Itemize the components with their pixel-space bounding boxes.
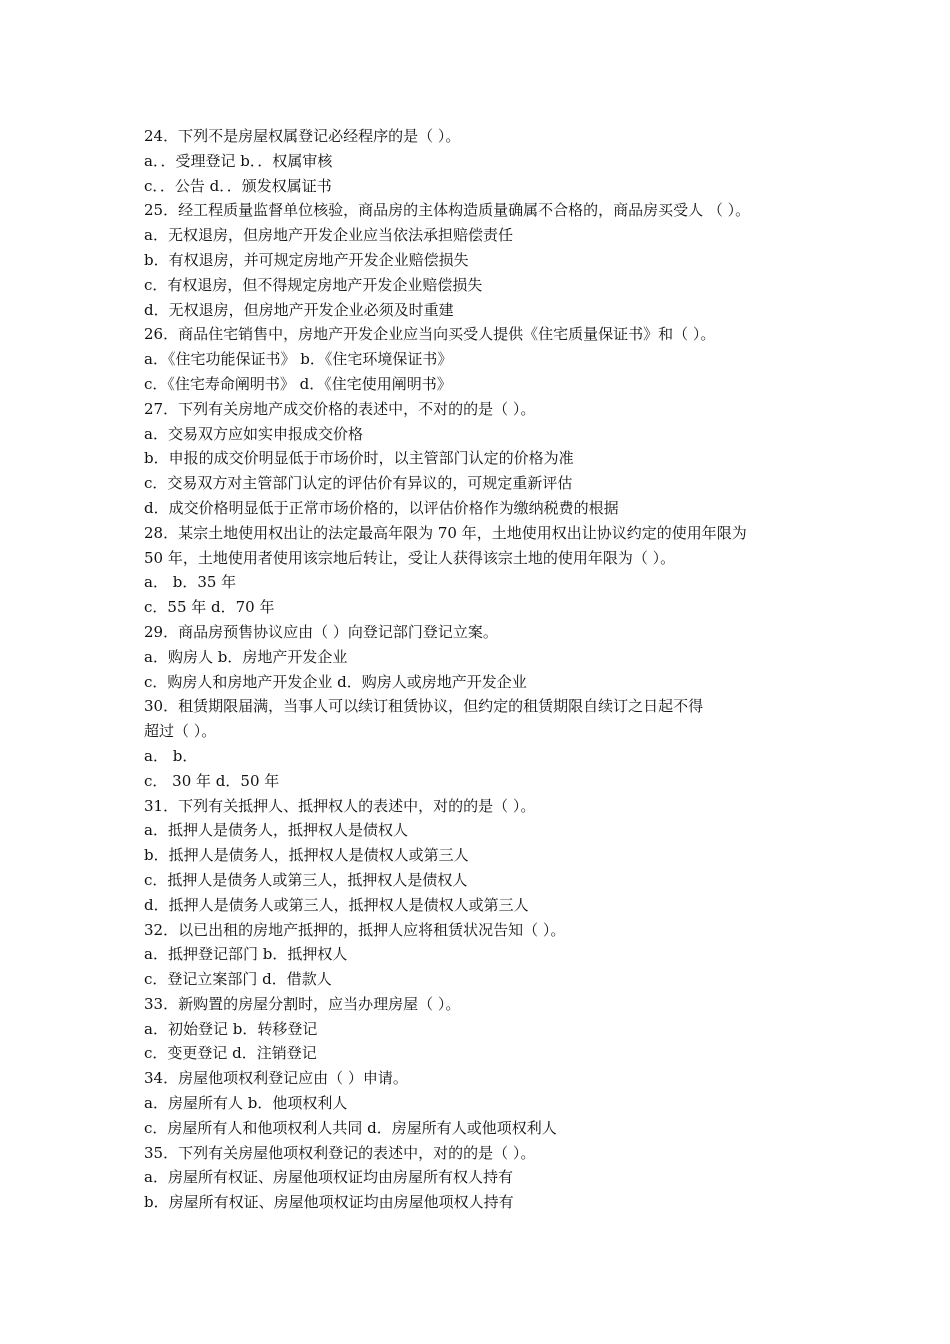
option-line: a． b． xyxy=(144,746,198,765)
option-line: a．交易双方应如实申报成交价格 xyxy=(144,424,363,443)
option-line: a．房屋所有权证、房屋他项权证均由房屋所有权人持有 xyxy=(144,1168,513,1187)
option-line: a． b．35 年 xyxy=(144,573,237,592)
question-25: 25．经工程质量监督单位核验，商品房的主体构造质量确属不合格的，商品房买受人 （ ）。 xyxy=(144,201,751,220)
question-34: 34．房屋他项权利登记应由（ ）申请。 xyxy=(144,1069,408,1088)
option-line: d．无权退房，但房地产开发企业必须及时重建 xyxy=(144,300,454,319)
question-33: 33．新购置的房屋分割时，应当办理房屋（ ）。 xyxy=(144,994,461,1013)
option-line: d．抵押人是债务人或第三人，抵押权人是债权人或第三人 xyxy=(144,895,529,914)
question-30: 30．租赁期限届满，当事人可以续订租赁协议，但约定的租赁期限自续订之日起不得 xyxy=(144,697,704,716)
option-line: b．有权退房，并可规定房地产开发企业赔偿损失 xyxy=(144,250,469,269)
option-line: c．55 年 d．70 年 xyxy=(144,598,275,617)
option-line: a．初始登记 b．转移登记 xyxy=(144,1019,318,1038)
question-31: 31．下列有关抵押人、抵押权人的表述中，对的的是（ ）。 xyxy=(144,796,536,815)
question-28: 28．某宗土地使用权出让的法定最高年限为 70 年，土地使用权出让协议约定的使用年限为 xyxy=(144,523,747,542)
option-line: c．有权退房，但不得规定房地产开发企业赔偿损失 xyxy=(144,275,483,294)
question-26: 26．商品住宅销售中，房地产开发企业应当向买受人提供《住宅质量保证书》和（ ）。 xyxy=(144,325,716,344)
option-line: b．申报的成交价明显低于市场价时，以主管部门认定的价格为准 xyxy=(144,449,574,468)
question-30-continued: 超过（ ）。 xyxy=(144,722,217,741)
question-29: 29．商品房预售协议应由（ ）向登记部门登记立案。 xyxy=(144,622,498,641)
option-line: c．购房人和房地产开发企业 d．购房人或房地产开发企业 xyxy=(144,672,527,691)
option-line: c． 30 年 d．50 年 xyxy=(144,771,280,790)
question-32: 32．以已出租的房地产抵押的，抵押人应将租赁状况告知（ ）。 xyxy=(144,920,566,939)
option-line: c．．公告 d．．颁发权属证书 xyxy=(144,176,332,195)
option-line: a．抵押人是债务人，抵押权人是债权人 xyxy=(144,821,408,840)
question-28-continued: 50 年，土地使用者使用该宗地后转让，受让人获得该宗土地的使用年限为（ ）。 xyxy=(144,548,676,567)
option-line: b．房屋所有权证、房屋他项权证均由房屋他项权人持有 xyxy=(144,1193,514,1212)
option-line: c．抵押人是债务人或第三人，抵押权人是债权人 xyxy=(144,870,468,889)
option-line: a．抵押登记部门 b．抵押权人 xyxy=(144,945,348,964)
option-line: c．《住宅寿命阐明书》 d．《住宅使用阐明书》 xyxy=(144,374,452,393)
question-24: 24．下列不是房屋权属登记必经程序的是（ ）。 xyxy=(144,127,461,145)
option-line: a．房屋所有人 b．他项权利人 xyxy=(144,1094,348,1113)
option-line: c．变更登记 d．注销登记 xyxy=(144,1044,317,1063)
option-line: c．房屋所有人和他项权利人共同 d．房屋所有人或他项权利人 xyxy=(144,1118,557,1137)
document-body xyxy=(144,124,824,1215)
option-line: a．《住宅功能保证书》 b．《住宅环境保证书》 xyxy=(144,350,453,369)
option-line: d．成交价格明显低于正常市场价格的，以评估价格作为缴纳税费的根据 xyxy=(144,498,619,517)
option-line: c．交易双方对主管部门认定的评估价有异议的，可规定重新评估 xyxy=(144,474,573,493)
option-line: b．抵押人是债务人，抵押权人是债权人或第三人 xyxy=(144,846,469,865)
option-line: a．无权退房，但房地产开发企业应当依法承担赔偿责任 xyxy=(144,226,513,245)
question-27: 27．下列有关房地产成交价格的表述中，不对的的是（ ）。 xyxy=(144,399,536,418)
option-line: a．购房人 b．房地产开发企业 xyxy=(144,647,348,666)
option-line: c．登记立案部门 d．借款人 xyxy=(144,970,332,989)
question-35: 35．下列有关房屋他项权利登记的表述中，对的的是（ ）。 xyxy=(144,1143,536,1162)
option-line: a．．受理登记 b．．权属审核 xyxy=(144,151,333,170)
